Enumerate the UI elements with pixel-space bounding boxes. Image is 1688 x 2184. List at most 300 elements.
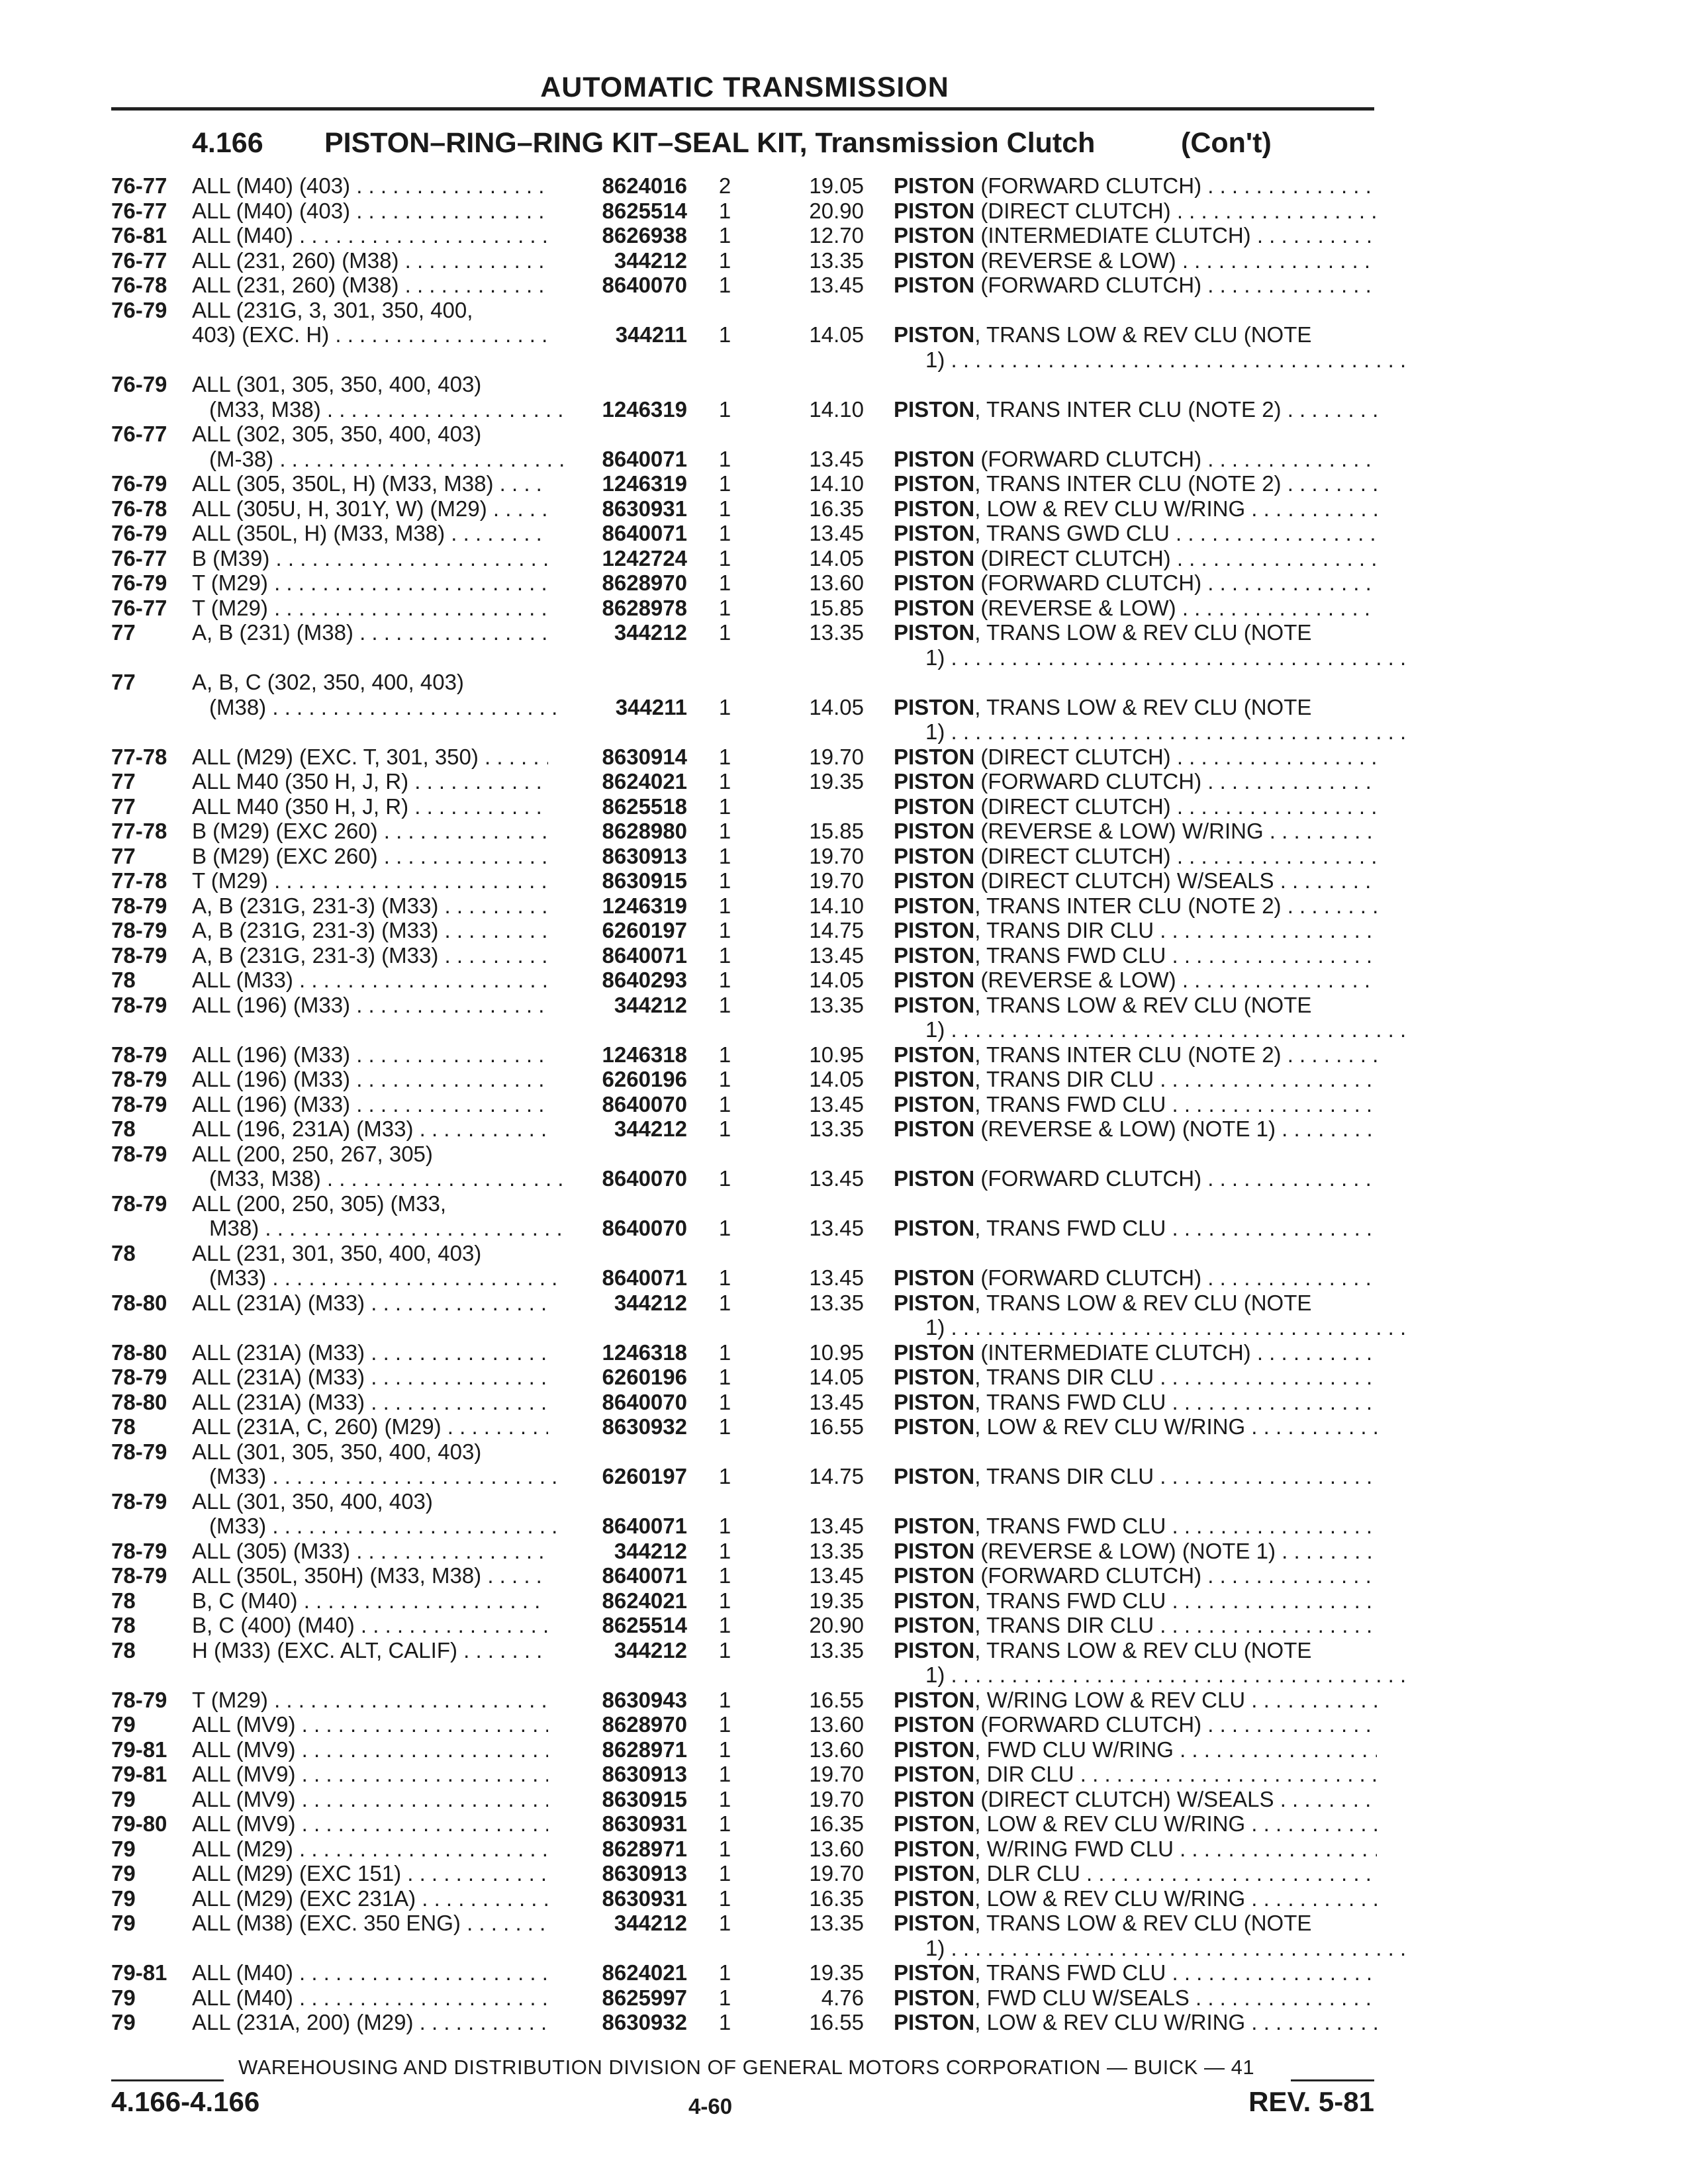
- parts-row: [0, 670, 1688, 695]
- model-year: 79-81: [111, 1762, 167, 1786]
- description: PISTON (REVERSE & LOW) (NOTE 1) . . .: [894, 1116, 1377, 1142]
- description: PISTON, FWD CLU W/RING . . .: [894, 1737, 1377, 1762]
- description: PISTON, LOW & REV CLU W/RING . . .: [894, 1886, 1377, 1911]
- model-year: 76-78: [111, 273, 167, 297]
- parts-row: [0, 322, 1688, 347]
- application: B (M39) . . .: [192, 546, 548, 571]
- quantity: 1: [718, 322, 731, 347]
- price: 13.60: [809, 1712, 864, 1737]
- parts-row: [0, 1216, 1688, 1241]
- price: 13.45: [809, 942, 864, 968]
- description: PISTON, TRANS DIR CLU . . .: [894, 1613, 1377, 1638]
- quantity: 1: [718, 1340, 731, 1365]
- application: ALL (305) (M33) . . .: [192, 1539, 548, 1564]
- description: PISTON (REVERSE & LOW) (NOTE 1) . . .: [894, 1539, 1377, 1564]
- price: 19.05: [809, 173, 864, 198]
- part-number: 8640070: [602, 1389, 687, 1414]
- parts-list: [0, 173, 1688, 2035]
- quantity: 1: [718, 446, 731, 471]
- part-number: 8630914: [602, 744, 687, 769]
- model-year: 78-79: [111, 1538, 167, 1563]
- parts-row: [0, 1811, 1688, 1837]
- quantity: 1: [718, 1613, 731, 1637]
- parts-row: [0, 844, 1688, 869]
- part-number: 344212: [614, 1290, 687, 1315]
- model-year: 78-79: [111, 942, 167, 968]
- parts-row: [0, 298, 1688, 323]
- application: ALL (301, 305, 350, 400, 403): [192, 372, 482, 396]
- part-number: 1246318: [602, 1042, 687, 1067]
- price: 19.70: [809, 843, 864, 868]
- model-year: 77: [111, 794, 136, 819]
- application: ALL (350L, H) (M33, M38) . . .: [192, 521, 548, 546]
- price: 16.35: [809, 1811, 864, 1836]
- description: PISTON (DIRECT CLUTCH) W/SEALS . . .: [894, 868, 1377, 893]
- application: ALL (M33) . . .: [192, 968, 548, 993]
- part-number: 8640070: [602, 1216, 687, 1240]
- parts-row: [0, 1291, 1688, 1316]
- application: ALL (MV9) . . .: [192, 1737, 548, 1762]
- quantity: 1: [718, 1563, 731, 1588]
- description: PISTON (FORWARD CLUTCH) . . .: [894, 273, 1377, 298]
- price: 14.05: [809, 545, 864, 570]
- price: 13.60: [809, 1737, 864, 1762]
- parts-row: [0, 1911, 1688, 1936]
- quantity: 1: [718, 521, 731, 545]
- part-number: 344212: [614, 620, 687, 645]
- parts-row: [0, 1142, 1688, 1167]
- quantity: 1: [718, 248, 731, 273]
- model-year: 78: [111, 1414, 136, 1439]
- model-year: 77: [111, 843, 136, 868]
- part-number: 344212: [614, 1538, 687, 1563]
- price: 16.55: [809, 1687, 864, 1712]
- price: 13.35: [809, 1637, 864, 1662]
- model-year: 79-81: [111, 1960, 167, 1985]
- application: ALL (231, 301, 350, 400, 403): [192, 1240, 482, 1265]
- part-number: 8628971: [602, 1737, 687, 1762]
- model-year: 77: [111, 670, 136, 694]
- description: PISTON, LOW & REV CLU W/RING . . .: [894, 1414, 1377, 1439]
- description: PISTON, TRANS DIR CLU . . .: [894, 1067, 1377, 1092]
- parts-row: [0, 719, 1688, 745]
- parts-row: [0, 1241, 1688, 1266]
- model-year: 79: [111, 1786, 136, 1811]
- price: 19.70: [809, 744, 864, 769]
- model-year: 79: [111, 1985, 136, 2010]
- application: (M38) . . .: [209, 695, 565, 720]
- application: ALL (231A) (M33) . . .: [192, 1340, 548, 1365]
- part-number: 8630913: [602, 1861, 687, 1886]
- price: 19.70: [809, 868, 864, 893]
- model-year: 78: [111, 968, 136, 992]
- quantity: 1: [718, 794, 731, 819]
- description: 1) . . .: [925, 1936, 1409, 1961]
- quantity: 1: [718, 893, 731, 918]
- parts-row: [0, 1837, 1688, 1862]
- application: ALL (231A) (M33) . . .: [192, 1365, 548, 1390]
- price: 14.05: [809, 694, 864, 719]
- price: 14.05: [809, 322, 864, 347]
- model-year: 76-77: [111, 198, 167, 223]
- parts-row: [0, 173, 1688, 199]
- application: T (M29) . . .: [192, 570, 548, 596]
- parts-row: [0, 471, 1688, 496]
- application: ALL (M29) . . .: [192, 1837, 548, 1862]
- part-number: 8630943: [602, 1687, 687, 1712]
- quantity: 1: [718, 1637, 731, 1662]
- application: 403) (EXC. H) . . .: [192, 322, 548, 347]
- quantity: 1: [718, 1389, 731, 1414]
- quantity: 1: [718, 620, 731, 645]
- parts-row: [0, 645, 1688, 670]
- description: PISTON, TRANS FWD CLU . . .: [894, 1092, 1377, 1117]
- part-number: 8640071: [602, 446, 687, 471]
- parts-row: [0, 745, 1688, 770]
- section-title: PISTON–RING–RING KIT–SEAL KIT, Transmission Clutch: [324, 127, 1096, 159]
- application: (M33) . . .: [209, 1265, 565, 1291]
- parts-row: [0, 1191, 1688, 1216]
- parts-row: [0, 1365, 1688, 1390]
- price: 14.05: [809, 1365, 864, 1389]
- price: 19.35: [809, 1588, 864, 1613]
- price: 12.70: [809, 223, 864, 248]
- description: PISTON, W/RING FWD CLU . . .: [894, 1837, 1377, 1862]
- parts-row: [0, 546, 1688, 571]
- quantity: 1: [718, 1464, 731, 1488]
- quantity: 1: [718, 1811, 731, 1836]
- description: 1) . . .: [925, 645, 1409, 670]
- parts-row: [0, 372, 1688, 397]
- application: ALL (M40) (403) . . .: [192, 199, 548, 224]
- quantity: 1: [718, 744, 731, 769]
- price: 13.45: [809, 1514, 864, 1538]
- description: PISTON (FORWARD CLUTCH) . . .: [894, 1563, 1377, 1588]
- parts-row: [0, 2010, 1688, 2035]
- model-year: 79-81: [111, 1737, 167, 1762]
- footer-page-number: 4-60: [688, 2094, 733, 2118]
- parts-row: [0, 968, 1688, 993]
- part-number: 8624021: [602, 1588, 687, 1613]
- model-year: 77-78: [111, 744, 167, 769]
- part-number: 8630932: [602, 1414, 687, 1439]
- price: 13.45: [809, 1166, 864, 1191]
- description: PISTON, TRANS GWD CLU . . .: [894, 521, 1377, 546]
- application: ALL M40 (350 H, J, R) . . .: [192, 769, 548, 794]
- description: PISTON, TRANS DIR CLU . . .: [894, 918, 1377, 943]
- price: 16.55: [809, 2010, 864, 2034]
- parts-row: [0, 248, 1688, 273]
- parts-row: [0, 1489, 1688, 1514]
- footer-rule-right: [1291, 2079, 1374, 2081]
- description: PISTON, TRANS INTER CLU (NOTE 2) . . .: [894, 1042, 1377, 1068]
- quantity: 2: [718, 173, 731, 198]
- description: PISTON (REVERSE & LOW) . . .: [894, 248, 1377, 273]
- parts-row: [0, 1737, 1688, 1762]
- price: 13.35: [809, 1538, 864, 1563]
- description: PISTON, TRANS LOW & REV CLU (NOTE: [894, 322, 1312, 347]
- part-number: 8640071: [602, 942, 687, 968]
- description: PISTON, W/RING LOW & REV CLU . . .: [894, 1688, 1377, 1713]
- part-number: 8625514: [602, 198, 687, 223]
- description: PISTON, TRANS INTER CLU (NOTE 2) . . .: [894, 471, 1377, 496]
- description: PISTON (REVERSE & LOW) W/RING . . .: [894, 819, 1377, 844]
- description: 1) . . .: [925, 1315, 1409, 1340]
- application: ALL (MV9) . . .: [192, 1811, 548, 1837]
- price: 19.70: [809, 1786, 864, 1811]
- part-number: 8640071: [602, 521, 687, 545]
- parts-row: [0, 1166, 1688, 1191]
- application: ALL (231G, 3, 301, 350, 400,: [192, 297, 473, 322]
- page-title: AUTOMATIC TRANSMISSION: [540, 71, 949, 103]
- parts-row: [0, 819, 1688, 844]
- description: PISTON, LOW & REV CLU W/RING . . .: [894, 496, 1377, 522]
- model-year: 78-79: [111, 1365, 167, 1389]
- parts-row: [0, 1439, 1688, 1465]
- model-year: 79: [111, 1712, 136, 1737]
- description: PISTON (FORWARD CLUTCH) . . .: [894, 173, 1377, 199]
- parts-row: [0, 223, 1688, 248]
- application: (M33, M38) . . .: [209, 397, 565, 422]
- parts-row: [0, 1067, 1688, 1092]
- price: 13.45: [809, 1389, 864, 1414]
- model-year: 76-78: [111, 496, 167, 521]
- model-year: 76-81: [111, 223, 167, 248]
- application: (M-38) . . .: [209, 447, 565, 472]
- description: PISTON (FORWARD CLUTCH) . . .: [894, 1166, 1377, 1191]
- part-number: 8630931: [602, 1811, 687, 1836]
- price: 14.10: [809, 471, 864, 496]
- price: 20.90: [809, 198, 864, 223]
- part-number: 8624021: [602, 1960, 687, 1985]
- model-year: 77: [111, 620, 136, 645]
- parts-row: [0, 1539, 1688, 1564]
- model-year: 78-79: [111, 992, 167, 1017]
- parts-row: [0, 1042, 1688, 1068]
- model-year: 78-79: [111, 1687, 167, 1712]
- model-year: 78-79: [111, 1488, 167, 1514]
- model-year: 78-79: [111, 918, 167, 942]
- model-year: 78-79: [111, 893, 167, 918]
- application: T (M29) . . .: [192, 596, 548, 621]
- price: 10.95: [809, 1042, 864, 1067]
- model-year: 79: [111, 1861, 136, 1886]
- application: ALL (196) (M33) . . .: [192, 1067, 548, 1092]
- application: ALL (231A) (M33) . . .: [192, 1390, 548, 1415]
- part-number: 8630913: [602, 1762, 687, 1786]
- application: ALL (MV9) . . .: [192, 1712, 548, 1737]
- price: 14.05: [809, 968, 864, 992]
- part-number: 344212: [614, 1637, 687, 1662]
- application: ALL (M29) (EXC 231A) . . .: [192, 1886, 548, 1911]
- quantity: 1: [718, 1712, 731, 1737]
- part-number: 344212: [614, 1911, 687, 1935]
- price: 14.75: [809, 1464, 864, 1488]
- quantity: 1: [718, 1786, 731, 1811]
- description: PISTON, TRANS FWD CLU . . .: [894, 943, 1377, 968]
- description: PISTON (FORWARD CLUTCH) . . .: [894, 447, 1377, 472]
- parts-row: [0, 1787, 1688, 1812]
- quantity: 1: [718, 1116, 731, 1141]
- part-number: 344212: [614, 992, 687, 1017]
- description: PISTON, TRANS DIR CLU . . .: [894, 1365, 1377, 1390]
- application: ALL (M40) . . .: [192, 1985, 548, 2011]
- price: 13.35: [809, 248, 864, 273]
- price: 13.60: [809, 1836, 864, 1861]
- application: ALL (M40) . . .: [192, 223, 548, 248]
- application: B, C (M40) . . .: [192, 1588, 548, 1614]
- part-number: 1246319: [602, 893, 687, 918]
- parts-row: [0, 273, 1688, 298]
- parts-row: [0, 347, 1688, 373]
- part-number: 8630932: [602, 2010, 687, 2034]
- application: ALL (231, 260) (M38) . . .: [192, 273, 548, 298]
- quantity: 1: [718, 1737, 731, 1762]
- description: PISTON, TRANS FWD CLU . . .: [894, 1960, 1377, 1985]
- part-number: 344212: [614, 248, 687, 273]
- model-year: 78: [111, 1637, 136, 1662]
- description: PISTON, TRANS INTER CLU (NOTE 2) . . .: [894, 893, 1377, 919]
- parts-row: [0, 1960, 1688, 1985]
- parts-row: [0, 1116, 1688, 1142]
- parts-row: [0, 1315, 1688, 1340]
- model-year: 76-79: [111, 471, 167, 496]
- description: PISTON (REVERSE & LOW) . . .: [894, 968, 1377, 993]
- quantity: 1: [718, 1836, 731, 1861]
- model-year: 78: [111, 1240, 136, 1265]
- application: ALL (200, 250, 267, 305): [192, 1141, 433, 1166]
- application: ALL (M29) (EXC. T, 301, 350) . . .: [192, 745, 548, 770]
- description: PISTON, DIR CLU . . .: [894, 1762, 1377, 1787]
- price: 19.70: [809, 1861, 864, 1886]
- model-year: 78-79: [111, 1042, 167, 1067]
- model-year: 76-79: [111, 297, 167, 322]
- application: ALL (200, 250, 305) (M33,: [192, 1191, 447, 1216]
- part-number: 8628978: [602, 595, 687, 620]
- application: ALL (196, 231A) (M33) . . .: [192, 1116, 548, 1142]
- model-year: 77-78: [111, 868, 167, 893]
- price: 14.10: [809, 396, 864, 422]
- description: PISTON, FWD CLU W/SEALS . . .: [894, 1985, 1377, 2011]
- application: ALL (196) (M33) . . .: [192, 1092, 548, 1117]
- quantity: 1: [718, 1687, 731, 1712]
- parts-row: [0, 1861, 1688, 1886]
- description: PISTON (FORWARD CLUTCH) . . .: [894, 1712, 1377, 1737]
- part-number: 8624021: [602, 769, 687, 794]
- quantity: 1: [718, 273, 731, 297]
- application: (M33) . . .: [209, 1514, 565, 1539]
- description: PISTON (FORWARD CLUTCH) . . .: [894, 1265, 1377, 1291]
- application: ALL (MV9) . . .: [192, 1787, 548, 1812]
- price: 14.05: [809, 1067, 864, 1091]
- parts-row: [0, 1265, 1688, 1291]
- model-year: 78-79: [111, 1439, 167, 1464]
- part-number: 1246318: [602, 1340, 687, 1365]
- application: ALL (231A) (M33) . . .: [192, 1291, 548, 1316]
- description: 1) . . .: [925, 347, 1409, 373]
- parts-row: [0, 570, 1688, 596]
- part-number: 8626938: [602, 223, 687, 248]
- application: ALL (231A, 200) (M29) . . .: [192, 2010, 548, 2035]
- application: ALL (196) (M33) . . .: [192, 1042, 548, 1068]
- model-year: 78-80: [111, 1389, 167, 1414]
- application: ALL (231A, C, 260) (M29) . . .: [192, 1414, 548, 1439]
- price: 19.35: [809, 769, 864, 794]
- part-number: 6260197: [602, 918, 687, 942]
- application: ALL (305, 350L, H) (M33, M38) . . .: [192, 471, 548, 496]
- part-number: 8630931: [602, 496, 687, 521]
- quantity: 1: [718, 769, 731, 794]
- parts-row: [0, 1414, 1688, 1439]
- description: PISTON (FORWARD CLUTCH) . . .: [894, 769, 1377, 794]
- price: 13.45: [809, 1563, 864, 1588]
- quantity: 1: [718, 1985, 731, 2010]
- quantity: 1: [718, 1414, 731, 1439]
- price: 19.70: [809, 1762, 864, 1786]
- footer-rule-left: [111, 2079, 224, 2081]
- description: 1) . . .: [925, 719, 1409, 745]
- parts-row: [0, 868, 1688, 893]
- quantity: 1: [718, 1538, 731, 1563]
- application: H (M33) (EXC. ALT, CALIF) . . .: [192, 1638, 548, 1663]
- application: A, B (231) (M38) . . .: [192, 620, 548, 645]
- price: 13.45: [809, 446, 864, 471]
- footer-code: 4.166-4.166: [111, 2086, 260, 2117]
- application: A, B (231G, 231-3) (M33) . . .: [192, 943, 548, 968]
- part-number: 344211: [615, 322, 687, 347]
- description: PISTON, TRANS FWD CLU . . .: [894, 1588, 1377, 1614]
- application: ALL (231, 260) (M38) . . .: [192, 248, 548, 273]
- price: 13.35: [809, 992, 864, 1017]
- application: ALL (302, 305, 350, 400, 403): [192, 422, 482, 446]
- part-number: 8640070: [602, 1166, 687, 1191]
- description: PISTON, TRANS FWD CLU . . .: [894, 1390, 1377, 1415]
- quantity: 1: [718, 819, 731, 843]
- price: 13.35: [809, 1290, 864, 1315]
- quantity: 1: [718, 942, 731, 968]
- parts-row: [0, 1985, 1688, 2011]
- description: PISTON, LOW & REV CLU W/RING . . .: [894, 2010, 1377, 2035]
- description: PISTON (DIRECT CLUTCH) . . .: [894, 745, 1377, 770]
- part-number: 6260197: [602, 1464, 687, 1488]
- quantity: 1: [718, 1514, 731, 1538]
- model-year: 79-80: [111, 1811, 167, 1836]
- application: ALL (M40) . . .: [192, 1960, 548, 1985]
- model-year: 77-78: [111, 819, 167, 843]
- application: ALL (301, 305, 350, 400, 403): [192, 1439, 482, 1464]
- description: PISTON, TRANS LOW & REV CLU (NOTE: [894, 992, 1312, 1017]
- price: 16.55: [809, 1414, 864, 1439]
- part-number: 8628970: [602, 1712, 687, 1737]
- parts-row: [0, 422, 1688, 447]
- part-number: 8640070: [602, 1091, 687, 1116]
- part-number: 8630915: [602, 1786, 687, 1811]
- description: PISTON, TRANS LOW & REV CLU (NOTE: [894, 620, 1312, 645]
- quantity: 1: [718, 396, 731, 422]
- parts-row: [0, 794, 1688, 819]
- description: PISTON (INTERMEDIATE CLUTCH) . . .: [894, 1340, 1377, 1365]
- price: 15.85: [809, 595, 864, 620]
- part-number: 344212: [614, 1116, 687, 1141]
- part-number: 8630915: [602, 868, 687, 893]
- title-rule: [111, 107, 1374, 111]
- model-year: 78: [111, 1116, 136, 1141]
- part-number: 8640293: [602, 968, 687, 992]
- quantity: 1: [718, 843, 731, 868]
- part-number: 6260196: [602, 1365, 687, 1389]
- application: A, B (231G, 231-3) (M33) . . .: [192, 918, 548, 943]
- parts-row: [0, 893, 1688, 919]
